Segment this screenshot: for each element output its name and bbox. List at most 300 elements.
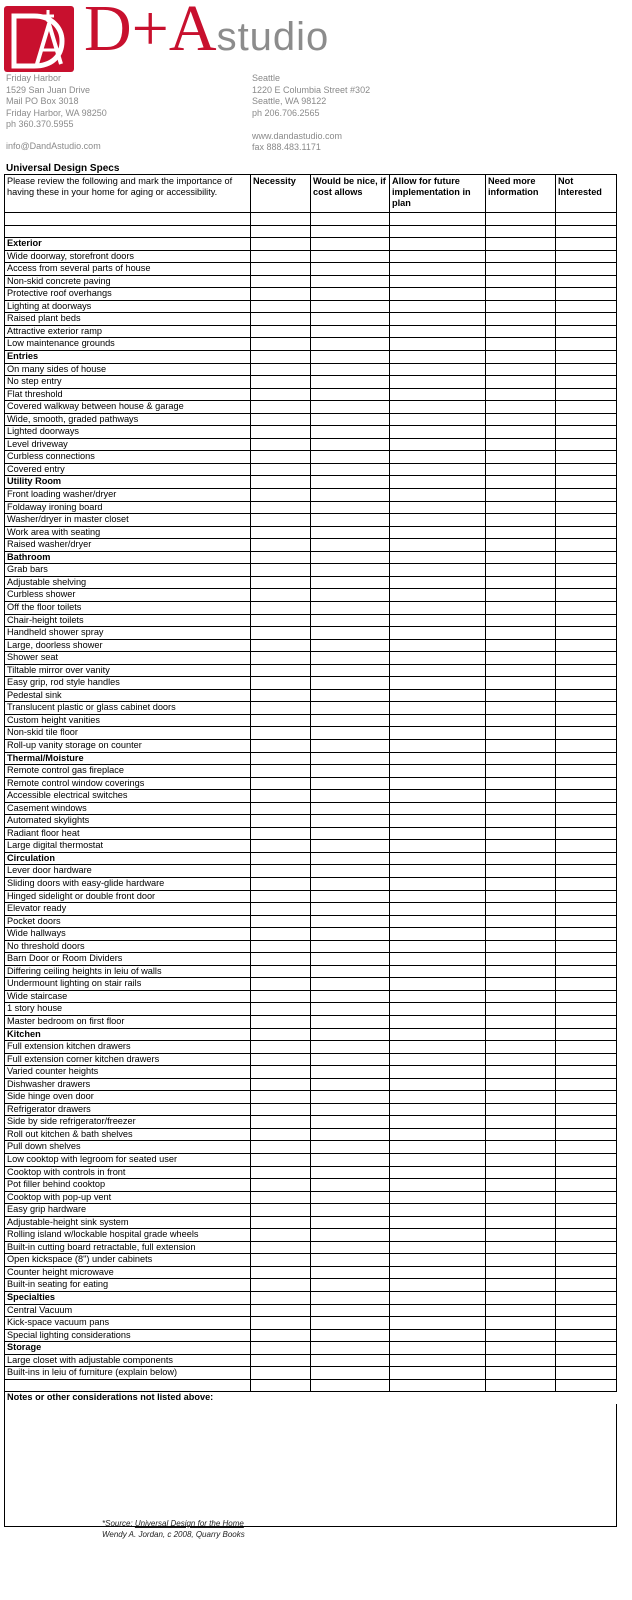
rating-cell[interactable] [311, 263, 390, 276]
rating-cell[interactable] [556, 765, 617, 778]
rating-cell[interactable] [390, 463, 486, 476]
rating-cell[interactable] [556, 263, 617, 276]
rating-cell[interactable] [251, 1154, 311, 1167]
rating-cell[interactable] [390, 940, 486, 953]
rating-cell[interactable] [251, 300, 311, 313]
rating-cell[interactable] [556, 1304, 617, 1317]
rating-cell[interactable] [251, 627, 311, 640]
rating-cell[interactable] [311, 790, 390, 803]
rating-cell[interactable] [486, 1016, 556, 1029]
rating-cell[interactable] [311, 739, 390, 752]
rating-cell[interactable] [556, 990, 617, 1003]
rating-cell[interactable] [390, 1216, 486, 1229]
rating-cell[interactable] [311, 489, 390, 502]
rating-cell[interactable] [390, 325, 486, 338]
rating-cell[interactable] [390, 1179, 486, 1192]
rating-cell[interactable] [556, 1216, 617, 1229]
rating-cell[interactable] [390, 1091, 486, 1104]
rating-cell[interactable] [390, 526, 486, 539]
rating-cell[interactable] [311, 338, 390, 351]
rating-cell[interactable] [311, 413, 390, 426]
rating-cell[interactable] [251, 815, 311, 828]
rating-cell[interactable] [311, 1091, 390, 1104]
rating-cell[interactable] [311, 827, 390, 840]
rating-cell[interactable] [251, 1367, 311, 1380]
rating-cell[interactable] [390, 1266, 486, 1279]
rating-cell[interactable] [311, 1003, 390, 1016]
rating-cell[interactable] [311, 601, 390, 614]
rating-cell[interactable] [486, 313, 556, 326]
rating-cell[interactable] [311, 928, 390, 941]
rating-cell[interactable] [251, 915, 311, 928]
rating-cell[interactable] [556, 589, 617, 602]
rating-cell[interactable] [390, 1154, 486, 1167]
rating-cell[interactable] [311, 388, 390, 401]
rating-cell[interactable] [311, 727, 390, 740]
rating-cell[interactable] [556, 1166, 617, 1179]
rating-cell[interactable] [251, 1041, 311, 1054]
rating-cell[interactable] [390, 978, 486, 991]
rating-cell[interactable] [556, 376, 617, 389]
rating-cell[interactable] [556, 827, 617, 840]
rating-cell[interactable] [251, 564, 311, 577]
rating-cell[interactable] [556, 1367, 617, 1380]
rating-cell[interactable] [311, 777, 390, 790]
rating-cell[interactable] [556, 802, 617, 815]
rating-cell[interactable] [251, 790, 311, 803]
rating-cell[interactable] [251, 576, 311, 589]
rating-cell[interactable] [251, 652, 311, 665]
rating-cell[interactable] [486, 539, 556, 552]
rating-cell[interactable] [251, 1354, 311, 1367]
rating-cell[interactable] [390, 840, 486, 853]
rating-cell[interactable] [556, 627, 617, 640]
rating-cell[interactable] [486, 965, 556, 978]
rating-cell[interactable] [390, 1003, 486, 1016]
rating-cell[interactable] [311, 1053, 390, 1066]
rating-cell[interactable] [311, 877, 390, 890]
rating-cell[interactable] [556, 739, 617, 752]
rating-cell[interactable] [486, 1003, 556, 1016]
rating-cell[interactable] [251, 940, 311, 953]
rating-cell[interactable] [486, 802, 556, 815]
rating-cell[interactable] [311, 1204, 390, 1217]
rating-cell[interactable] [311, 1317, 390, 1330]
rating-cell[interactable] [311, 564, 390, 577]
rating-cell[interactable] [556, 1016, 617, 1029]
rating-cell[interactable] [311, 978, 390, 991]
rating-cell[interactable] [390, 514, 486, 527]
rating-cell[interactable] [556, 1354, 617, 1367]
rating-cell[interactable] [390, 1116, 486, 1129]
rating-cell[interactable] [556, 1191, 617, 1204]
rating-cell[interactable] [556, 1128, 617, 1141]
rating-cell[interactable] [251, 978, 311, 991]
rating-cell[interactable] [390, 790, 486, 803]
rating-cell[interactable] [251, 765, 311, 778]
rating-cell[interactable] [311, 915, 390, 928]
rating-cell[interactable] [486, 263, 556, 276]
rating-cell[interactable] [390, 1367, 486, 1380]
rating-cell[interactable] [251, 664, 311, 677]
rating-cell[interactable] [311, 1229, 390, 1242]
rating-cell[interactable] [311, 451, 390, 464]
rating-cell[interactable] [556, 413, 617, 426]
rating-cell[interactable] [486, 489, 556, 502]
rating-cell[interactable] [556, 978, 617, 991]
rating-cell[interactable] [390, 877, 486, 890]
rating-cell[interactable] [251, 840, 311, 853]
rating-cell[interactable] [556, 388, 617, 401]
rating-cell[interactable] [390, 714, 486, 727]
rating-cell[interactable] [251, 1241, 311, 1254]
rating-cell[interactable] [486, 1254, 556, 1267]
rating-cell[interactable] [311, 1329, 390, 1342]
rating-cell[interactable] [251, 1229, 311, 1242]
rating-cell[interactable] [251, 1304, 311, 1317]
rating-cell[interactable] [390, 300, 486, 313]
rating-cell[interactable] [556, 890, 617, 903]
rating-cell[interactable] [486, 376, 556, 389]
rating-cell[interactable] [311, 250, 390, 263]
rating-cell[interactable] [556, 426, 617, 439]
rating-cell[interactable] [311, 1166, 390, 1179]
rating-cell[interactable] [486, 1078, 556, 1091]
rating-cell[interactable] [486, 1191, 556, 1204]
rating-cell[interactable] [556, 877, 617, 890]
rating-cell[interactable] [311, 639, 390, 652]
rating-cell[interactable] [311, 953, 390, 966]
rating-cell[interactable] [390, 1191, 486, 1204]
rating-cell[interactable] [556, 300, 617, 313]
rating-cell[interactable] [311, 539, 390, 552]
rating-cell[interactable] [486, 325, 556, 338]
rating-cell[interactable] [486, 664, 556, 677]
rating-cell[interactable] [311, 702, 390, 715]
rating-cell[interactable] [390, 263, 486, 276]
rating-cell[interactable] [486, 514, 556, 527]
rating-cell[interactable] [311, 1016, 390, 1029]
rating-cell[interactable] [390, 677, 486, 690]
rating-cell[interactable] [251, 1091, 311, 1104]
rating-cell[interactable] [311, 1367, 390, 1380]
rating-cell[interactable] [390, 765, 486, 778]
rating-cell[interactable] [486, 1128, 556, 1141]
rating-cell[interactable] [486, 1141, 556, 1154]
rating-cell[interactable] [251, 739, 311, 752]
rating-cell[interactable] [251, 1216, 311, 1229]
rating-cell[interactable] [486, 564, 556, 577]
rating-cell[interactable] [311, 463, 390, 476]
rating-cell[interactable] [390, 501, 486, 514]
rating-cell[interactable] [556, 489, 617, 502]
rating-cell[interactable] [486, 627, 556, 640]
rating-cell[interactable] [251, 338, 311, 351]
rating-cell[interactable] [251, 413, 311, 426]
rating-cell[interactable] [311, 1304, 390, 1317]
rating-cell[interactable] [556, 514, 617, 527]
rating-cell[interactable] [486, 677, 556, 690]
rating-cell[interactable] [251, 401, 311, 414]
rating-cell[interactable] [486, 1279, 556, 1292]
rating-cell[interactable] [390, 928, 486, 941]
rating-cell[interactable] [311, 1254, 390, 1267]
rating-cell[interactable] [486, 1367, 556, 1380]
rating-cell[interactable] [311, 965, 390, 978]
rating-cell[interactable] [556, 501, 617, 514]
rating-cell[interactable] [251, 288, 311, 301]
rating-cell[interactable] [251, 313, 311, 326]
rating-cell[interactable] [251, 601, 311, 614]
rating-cell[interactable] [486, 1091, 556, 1104]
rating-cell[interactable] [311, 313, 390, 326]
rating-cell[interactable] [251, 1053, 311, 1066]
rating-cell[interactable] [390, 614, 486, 627]
rating-cell[interactable] [311, 401, 390, 414]
rating-cell[interactable] [311, 1241, 390, 1254]
rating-cell[interactable] [251, 1204, 311, 1217]
rating-cell[interactable] [486, 1066, 556, 1079]
rating-cell[interactable] [251, 1103, 311, 1116]
rating-cell[interactable] [486, 877, 556, 890]
rating-cell[interactable] [556, 363, 617, 376]
rating-cell[interactable] [311, 903, 390, 916]
rating-cell[interactable] [251, 1016, 311, 1029]
rating-cell[interactable] [311, 589, 390, 602]
rating-cell[interactable] [556, 1179, 617, 1192]
rating-cell[interactable] [311, 1128, 390, 1141]
rating-cell[interactable] [251, 376, 311, 389]
rating-cell[interactable] [390, 539, 486, 552]
rating-cell[interactable] [251, 275, 311, 288]
rating-cell[interactable] [556, 1053, 617, 1066]
rating-cell[interactable] [556, 1003, 617, 1016]
rating-cell[interactable] [390, 388, 486, 401]
rating-cell[interactable] [486, 890, 556, 903]
rating-cell[interactable] [486, 765, 556, 778]
rating-cell[interactable] [390, 1078, 486, 1091]
rating-cell[interactable] [390, 376, 486, 389]
rating-cell[interactable] [251, 363, 311, 376]
rating-cell[interactable] [486, 840, 556, 853]
rating-cell[interactable] [311, 325, 390, 338]
rating-cell[interactable] [556, 1103, 617, 1116]
rating-cell[interactable] [390, 1229, 486, 1242]
rating-cell[interactable] [311, 765, 390, 778]
rating-cell[interactable] [486, 275, 556, 288]
rating-cell[interactable] [390, 903, 486, 916]
rating-cell[interactable] [556, 325, 617, 338]
rating-cell[interactable] [251, 639, 311, 652]
rating-cell[interactable] [251, 702, 311, 715]
notes-area[interactable] [5, 1404, 617, 1527]
rating-cell[interactable] [390, 1279, 486, 1292]
rating-cell[interactable] [556, 1266, 617, 1279]
rating-cell[interactable] [251, 438, 311, 451]
rating-cell[interactable] [486, 250, 556, 263]
rating-cell[interactable] [486, 300, 556, 313]
rating-cell[interactable] [486, 451, 556, 464]
rating-cell[interactable] [556, 840, 617, 853]
rating-cell[interactable] [486, 1103, 556, 1116]
rating-cell[interactable] [311, 1154, 390, 1167]
rating-cell[interactable] [390, 589, 486, 602]
rating-cell[interactable] [251, 1166, 311, 1179]
rating-cell[interactable] [486, 953, 556, 966]
rating-cell[interactable] [390, 627, 486, 640]
rating-cell[interactable] [556, 1254, 617, 1267]
rating-cell[interactable] [556, 1154, 617, 1167]
rating-cell[interactable] [390, 965, 486, 978]
rating-cell[interactable] [390, 1204, 486, 1217]
rating-cell[interactable] [390, 777, 486, 790]
rating-cell[interactable] [311, 802, 390, 815]
rating-cell[interactable] [251, 677, 311, 690]
rating-cell[interactable] [486, 1204, 556, 1217]
rating-cell[interactable] [486, 777, 556, 790]
rating-cell[interactable] [556, 438, 617, 451]
rating-cell[interactable] [486, 401, 556, 414]
rating-cell[interactable] [556, 1279, 617, 1292]
rating-cell[interactable] [390, 702, 486, 715]
rating-cell[interactable] [311, 275, 390, 288]
rating-cell[interactable] [390, 652, 486, 665]
rating-cell[interactable] [251, 865, 311, 878]
rating-cell[interactable] [556, 677, 617, 690]
rating-cell[interactable] [390, 1128, 486, 1141]
rating-cell[interactable] [390, 827, 486, 840]
rating-cell[interactable] [311, 1141, 390, 1154]
rating-cell[interactable] [486, 990, 556, 1003]
rating-cell[interactable] [251, 1329, 311, 1342]
rating-cell[interactable] [251, 1266, 311, 1279]
rating-cell[interactable] [311, 288, 390, 301]
rating-cell[interactable] [311, 300, 390, 313]
rating-cell[interactable] [311, 1066, 390, 1079]
rating-cell[interactable] [556, 1329, 617, 1342]
rating-cell[interactable] [311, 1179, 390, 1192]
rating-cell[interactable] [251, 426, 311, 439]
rating-cell[interactable] [486, 501, 556, 514]
rating-cell[interactable] [486, 1241, 556, 1254]
rating-cell[interactable] [486, 1329, 556, 1342]
rating-cell[interactable] [556, 601, 617, 614]
rating-cell[interactable] [556, 903, 617, 916]
rating-cell[interactable] [486, 614, 556, 627]
rating-cell[interactable] [311, 363, 390, 376]
rating-cell[interactable] [486, 1266, 556, 1279]
rating-cell[interactable] [556, 250, 617, 263]
rating-cell[interactable] [311, 1354, 390, 1367]
rating-cell[interactable] [556, 288, 617, 301]
rating-cell[interactable] [311, 526, 390, 539]
rating-cell[interactable] [486, 1154, 556, 1167]
rating-cell[interactable] [390, 288, 486, 301]
rating-cell[interactable] [390, 401, 486, 414]
rating-cell[interactable] [390, 1329, 486, 1342]
rating-cell[interactable] [556, 727, 617, 740]
rating-cell[interactable] [311, 652, 390, 665]
rating-cell[interactable] [251, 388, 311, 401]
rating-cell[interactable] [556, 1204, 617, 1217]
rating-cell[interactable] [486, 727, 556, 740]
rating-cell[interactable] [311, 664, 390, 677]
rating-cell[interactable] [251, 501, 311, 514]
rating-cell[interactable] [556, 940, 617, 953]
rating-cell[interactable] [486, 1317, 556, 1330]
rating-cell[interactable] [556, 1066, 617, 1079]
rating-cell[interactable] [486, 978, 556, 991]
rating-cell[interactable] [390, 990, 486, 1003]
rating-cell[interactable] [556, 639, 617, 652]
rating-cell[interactable] [556, 915, 617, 928]
rating-cell[interactable] [251, 802, 311, 815]
rating-cell[interactable] [556, 714, 617, 727]
rating-cell[interactable] [556, 401, 617, 414]
rating-cell[interactable] [486, 739, 556, 752]
rating-cell[interactable] [251, 614, 311, 627]
rating-cell[interactable] [251, 928, 311, 941]
rating-cell[interactable] [311, 1078, 390, 1091]
rating-cell[interactable] [311, 1216, 390, 1229]
rating-cell[interactable] [556, 463, 617, 476]
rating-cell[interactable] [311, 438, 390, 451]
rating-cell[interactable] [486, 689, 556, 702]
rating-cell[interactable] [486, 1354, 556, 1367]
rating-cell[interactable] [311, 890, 390, 903]
rating-cell[interactable] [390, 313, 486, 326]
rating-cell[interactable] [486, 1304, 556, 1317]
rating-cell[interactable] [556, 564, 617, 577]
rating-cell[interactable] [390, 664, 486, 677]
rating-cell[interactable] [311, 576, 390, 589]
rating-cell[interactable] [251, 263, 311, 276]
rating-cell[interactable] [486, 1229, 556, 1242]
rating-cell[interactable] [390, 1254, 486, 1267]
rating-cell[interactable] [251, 1141, 311, 1154]
rating-cell[interactable] [390, 1304, 486, 1317]
rating-cell[interactable] [486, 1216, 556, 1229]
rating-cell[interactable] [556, 1091, 617, 1104]
rating-cell[interactable] [486, 865, 556, 878]
rating-cell[interactable] [556, 526, 617, 539]
rating-cell[interactable] [390, 1041, 486, 1054]
rating-cell[interactable] [251, 250, 311, 263]
rating-cell[interactable] [251, 489, 311, 502]
rating-cell[interactable] [390, 727, 486, 740]
rating-cell[interactable] [556, 1041, 617, 1054]
rating-cell[interactable] [556, 614, 617, 627]
rating-cell[interactable] [390, 438, 486, 451]
rating-cell[interactable] [390, 564, 486, 577]
rating-cell[interactable] [486, 288, 556, 301]
rating-cell[interactable] [486, 463, 556, 476]
rating-cell[interactable] [251, 1254, 311, 1267]
rating-cell[interactable] [311, 1266, 390, 1279]
rating-cell[interactable] [556, 539, 617, 552]
rating-cell[interactable] [556, 1078, 617, 1091]
rating-cell[interactable] [556, 865, 617, 878]
rating-cell[interactable] [311, 840, 390, 853]
rating-cell[interactable] [311, 714, 390, 727]
rating-cell[interactable] [390, 802, 486, 815]
rating-cell[interactable] [390, 576, 486, 589]
rating-cell[interactable] [556, 1229, 617, 1242]
rating-cell[interactable] [556, 275, 617, 288]
rating-cell[interactable] [251, 1279, 311, 1292]
rating-cell[interactable] [390, 1354, 486, 1367]
rating-cell[interactable] [311, 1103, 390, 1116]
